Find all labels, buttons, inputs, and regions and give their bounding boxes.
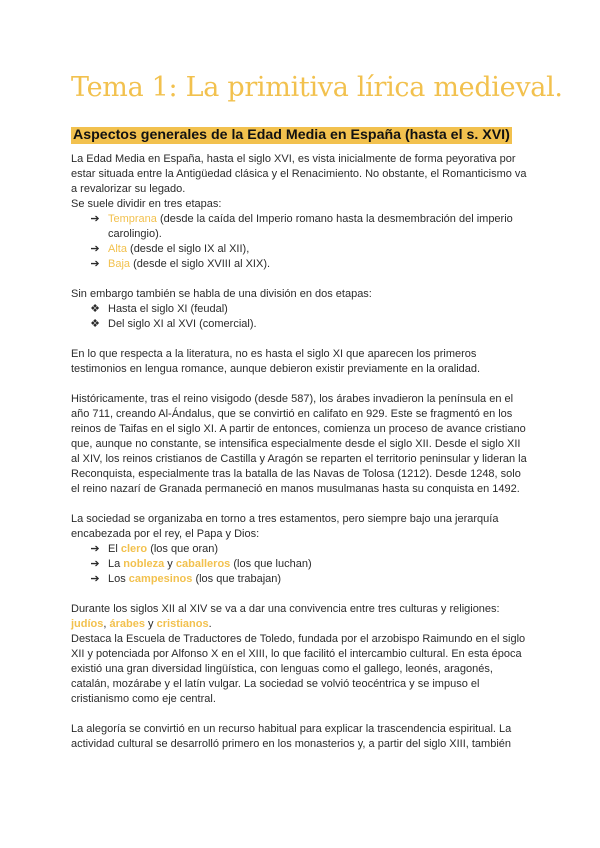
list-item [71, 257, 531, 272]
list-item-prefix: Los [108, 573, 129, 585]
list-item-prefix: El [108, 543, 121, 555]
list-item [71, 557, 531, 572]
spacer [71, 707, 531, 722]
paragraph-intro: La Edad Media en España, hasta el siglo XVI, es vista inicialmente de forma peyorativa por estar situada entre la Antigüedad clásica y el Renacimiento. No obstante, el Romanticismo va a revalorizar su legado. [71, 153, 527, 195]
spacer [71, 332, 531, 347]
highlight-term: campesinos [128, 573, 193, 585]
arrow-icon: ➔ [90, 558, 100, 570]
arrow-icon: ➔ [90, 573, 100, 585]
list-item-text: (desde la caída del Imperio romano hasta la desmembración del imperio carolingio). [108, 213, 513, 240]
highlight-term: nobleza [123, 558, 165, 570]
arrow-icon: ➔ [90, 543, 100, 555]
highlight-term: cristianos [156, 618, 209, 630]
spacer [71, 587, 531, 602]
paragraph-allegory: La alegoría se convirtió en un recurso habitual para explicar la trascendencia espiritual. La actividad cultural se desarrolló primero en los monasterios y, a partir del siglo XIII, también [71, 723, 512, 750]
cultures-line [71, 617, 531, 632]
list-item-prefix: La [108, 558, 124, 570]
separator-text: y [145, 618, 157, 630]
highlight-term: judíos [71, 618, 104, 630]
spacer [71, 272, 531, 287]
highlight-term: Alta [108, 243, 127, 255]
list-item [71, 242, 531, 257]
highlight-term: clero [120, 543, 148, 555]
list-item [71, 212, 531, 242]
list-item-text: (los que trabajan) [192, 573, 282, 585]
paragraph-cultures: Durante los siglos XII al XIV se va a dar una convivencia entre tres culturas y religiones: [71, 603, 500, 615]
highlight-term: Temprana [108, 213, 157, 225]
separator-text: , [103, 618, 110, 630]
document-body [71, 152, 531, 752]
highlight-term: Baja [108, 258, 131, 270]
paragraph-history: Históricamente, tras el reino visigodo (desde 587), los árabes invadieron la península en el año 711, creando Al-Ándalus, que se convirtió en califato en 929. Este se fragmentó en los reinos de Taifas en el siglo XI. A partir de entonces, comienza un proceso de avance cristiano que, aunque no constante, se intensifica especialmente desde el siglo XII. Desde el siglo XII al XIV, los reinos cristianos de Castilla y Aragón se reparten el territorio peninsular y lideran la Reconquista, especialmente tras la batalla de las Navas de Tolosa (1212). Desde 1248, solo el reino nazarí de Granada permaneció en manos musulmanas hasta su conquista en 1492. [71, 393, 527, 495]
page-title: Tema 1: La primitiva lírica medieval. [71, 72, 563, 103]
estates-list [71, 542, 531, 587]
paragraph-toledo: Destaca la Escuela de Traductores de Toledo, fundada por el arzobispo Raimundo en el siglo XII y potenciada por Alfonso X en el XIII, lo que facilitó el intercambio cultural. En esta época existió una gran diversidad lingüística, con lenguas como el gallego, leonés, aragonés, catalán, mozárabe y el latín vulgar. La sociedad se volvió teocéntrica y se impuso el cristianismo como eje central. [71, 633, 526, 705]
paragraph-stages-intro: Se suele dividir en tres etapas: [71, 198, 222, 210]
section-heading: Aspectos generales de la Edad Media en España (hasta el s. XVI) [73, 127, 510, 143]
spacer [71, 377, 531, 392]
highlight-term: caballeros [175, 558, 231, 570]
list-item-text: (desde el siglo IX al XII), [126, 243, 250, 255]
list-item-text: (los que luchan) [230, 558, 312, 570]
list-item [71, 317, 531, 332]
list-item-text: Hasta el siglo XI (feudal) [108, 303, 228, 315]
stages-list [71, 212, 531, 272]
highlight-term: árabes [109, 618, 145, 630]
paragraph-literature: En lo que respecta a la literatura, no es hasta el siglo XI que aparecen los primeros testimonios en lengua romance, aunque debieron existir previamente en la oralidad. [71, 348, 481, 375]
separator-text: . [208, 618, 212, 630]
diamond-bullet-icon: ❖ [90, 303, 100, 315]
arrow-icon: ➔ [90, 213, 100, 225]
list-item-text: (desde el siglo XVIII al XIX). [130, 258, 271, 270]
list-item-text: Del siglo XI al XVI (comercial). [108, 318, 257, 330]
two-stages-list [71, 302, 531, 332]
paragraph-society: La sociedad se organizaba en torno a tres estamentos, pero siempre bajo una jerarquía encabezada por el rey, el Papa y Dios: [71, 513, 499, 540]
arrow-icon: ➔ [90, 243, 100, 255]
arrow-icon: ➔ [90, 258, 100, 270]
paragraph-two-stages: Sin embargo también se habla de una división en dos etapas: [71, 288, 372, 300]
spacer [71, 497, 531, 512]
list-item [71, 542, 531, 557]
list-item [71, 572, 531, 587]
diamond-bullet-icon: ❖ [90, 318, 100, 330]
list-item [71, 302, 531, 317]
list-item-connector: y [164, 558, 176, 570]
list-item-text: (los que oran) [147, 543, 219, 555]
